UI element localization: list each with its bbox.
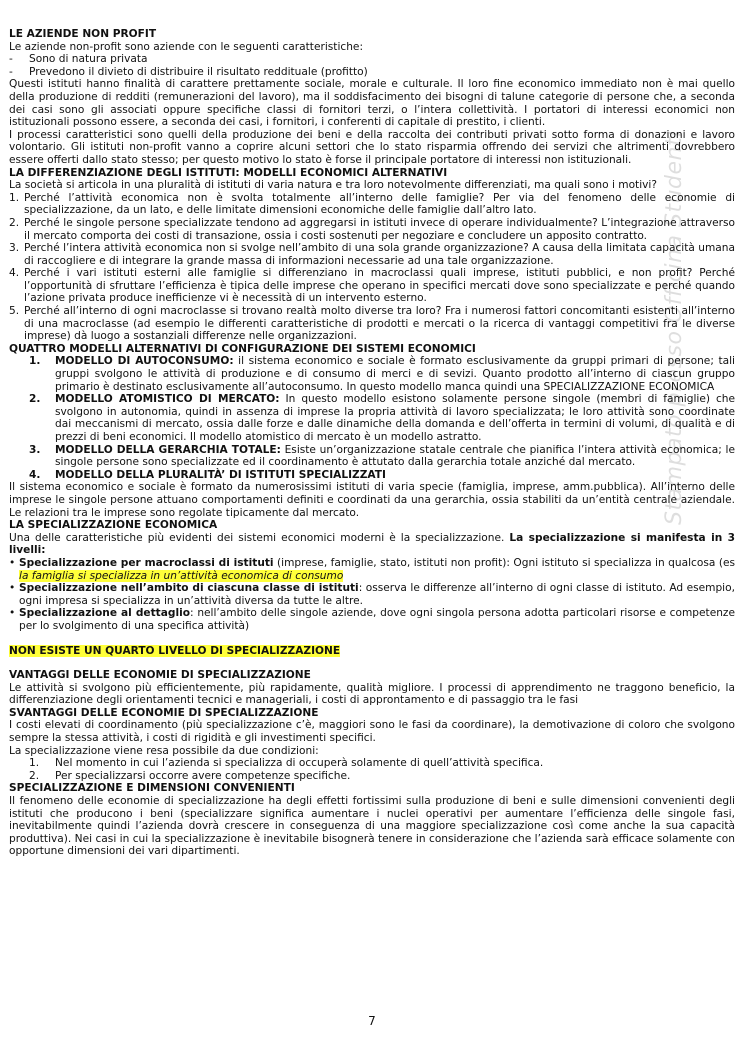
paragraph: I processi caratteristici sono quelli della produzione dei beni e della raccolta dei contributi privati sotto forma di donazioni e lavoro volontario. Gli istituti non-profit vanno a coprire alcuni settori che lo stato risparmia offrendo dei servizi che altrimenti dovrebbero essere offerti dallo stato stesso; per questo motivo lo stato è forse il principale portatore di interessi non istituzionali. — [9, 128, 735, 166]
list-item: 4. Perché i vari istituti esterni alle famiglie si differenziano in macroclassi quali imprese, istituti pubblici, e non profit? Perché l’opportunità di sfruttare l’efficienza è tipica delle imprese che operano in specifici mercati dove sono specializzate e perché quando l’azione privata produce inefficienze vi è necessità di un intervento esterno. — [9, 267, 735, 305]
list-item: - Prevedono il divieto di distribuire il risultato reddituale (profitto) — [9, 65, 368, 78]
list-item: 1. MODELLO DI AUTOCONSUMO: il sistema economico e sociale è formato esclusivamente da gruppi primari di persone; tali gruppi svolgono le attività di produzione e di consumo di merci e di sevizi. Quanto prodotto all’interno di ciascun gruppo primario è destinato esclusivamente all’autoconsumo. In questo modello manca quindi una SPECIALIZZAZIONE ECONOMICA — [29, 355, 735, 393]
paragraph: Il fenomeno delle economie di specializzazione ha degli effetti fortissimi sulla produzione di beni e sulle dimensioni convenienti degli istituti che producono i beni (specializzare significa aumentare i nuclei operativi per aumentare l’efficienza delle singole fasi, inevitabilmente quindi l’azienda dovrà crescere in conseguenza di una maggiore specializzazione così come anche la sua capacità produttiva). Nei casi in cui la specializzazione è inevitabile bisognerà tenere in considerazione che l’azienda sarà efficace solamente con opportune dimensioni dei vari dipartimenti. — [9, 795, 735, 858]
paragraph: La specializzazione viene resa possibile da due condizioni: — [9, 744, 319, 757]
list-item: 1. Perché l’attività economica non è svolta totalmente all’interno delle famiglie? Per via del fenomeno delle economie di specializzazione, da un lato, e delle limitate dimensioni economiche delle famiglie dall’altro lato. — [9, 191, 735, 217]
list-item: 4. MODELLO DELLA PLURALITÀ’ DI ISTITUTI SPECIALIZZATI — [29, 468, 386, 481]
highlighted-note: NON ESISTE UN QUARTO LIVELLO DI SPECIALIZZAZIONE — [9, 644, 341, 657]
highlighted-text: la famiglia si specializza in un’attività economica di consumo — [19, 569, 344, 582]
list-item: 5. Perché all’interno di ogni macroclasse si trovano realtà molto diverse tra loro? Fra i numerosi fattori concomitanti esistenti all’interno di una macroclasse (ad esempio le differenti caratteristiche di prodotti e mercati o la ricerca di vantaggi competitivi fra le diverse imprese) dà luogo a sostanziali differenze nelle organizzazioni. — [9, 305, 735, 343]
section-title-specializzazione-economica: LA SPECIALIZZAZIONE ECONOMICA — [9, 519, 218, 532]
section-title-dimensioni-convenienti: SPECIALIZZAZIONE E DIMENSIONI CONVENIENTI — [9, 782, 295, 795]
section-title-differenziazione: LA DIFFERENZIAZIONE DEGLI ISTITUTI: MODELLI ECONOMICI ALTERNATIVI — [9, 166, 448, 179]
paragraph: La società si articola in una pluralità di istituti di varia natura e tra loro notevolmente differenziati, ma quali sono i motivi? — [9, 179, 657, 192]
paragraph: Le attività si svolgono più efficientemente, più rapidamente, qualità migliore. I processi di apprendimento ne traggono beneficio, la differenziazione degli orientamenti tecnici e manageriali, i costi di approntamento e di passaggio tra le fasi — [9, 681, 735, 707]
list-item: 2. Per specializzarsi occorre avere competenze specifiche. — [29, 769, 351, 782]
list-item: 2. Perché le singole persone specializzate tendono ad aggregarsi in istituti invece di operare individualmente? L’integrazione attraverso il mercato comporta dei costi di transazione, ossia i costi sostenuti per negoziare e concludere un apposito contratto. — [9, 216, 735, 242]
bullet-item: • Specializzazione per macroclassi di istituti (imprese, famiglie, stato, istituti non profit): Ogni istituto si specializza in qualcosa (es la famiglia si specializza in un’attività economica di consumo — [9, 556, 735, 582]
paragraph: Le aziende non-profit sono aziende con le seguenti caratteristiche: — [9, 40, 364, 53]
paragraph: Questi istituti hanno finalità di carattere prettamente sociale, morale e culturale. Il loro fine economico immediato non è mai quello della produzione di redditi (remunerazioni del lavoro), ma il soddisfacimento dei bisogni di talune categorie di persone che, a seconda dei casi sono gli associati oppure specifiche classi di fornitori terzi, o l’intera collettività. I portatori di interessi economici non istituzionali possono essere, a seconda dei casi, i fornitori, i conferenti di capitale di prestito, i clienti. — [9, 78, 735, 129]
page-number: 7 — [368, 1014, 376, 1028]
paragraph: Il sistema economico e sociale è formato da numerosissimi istituti di varia specie (famiglia, imprese, amm.pubblica). All’interno delle imprese le singole persone attuano comportamenti definiti e coordinati da una gerarchia, ossia stabiliti da un’entità centrale aziendale. Le relazioni tra le imprese sono regolate tipicamente dal mercato. — [9, 481, 735, 519]
watermark: Stampato presso Officina Studenti — [662, 130, 687, 525]
section-title-quattro-modelli: QUATTRO MODELLI ALTERNATIVI DI CONFIGURAZIONE DEI SISTEMI ECONOMICI — [9, 342, 476, 355]
list-item: - Sono di natura privata — [9, 53, 148, 66]
section-title-vantaggi: VANTAGGI DELLE ECONOMIE DI SPECIALIZZAZIONE — [9, 669, 311, 682]
document-page — [9, 28, 735, 858]
paragraph: Una delle caratteristiche più evidenti dei sistemi economici moderni è la specializzazione. La specializzazione si manifesta in 3 livelli: — [9, 531, 735, 557]
bullet-item: • Specializzazione al dettaglio: nell’ambito delle singole aziende, dove ogni singola persona adotta particolari risorse e competenze per lo svolgimento di una specifica attività) — [9, 607, 736, 632]
list-item: 2. MODELLO ATOMISTICO DI MERCATO: In questo modello esistono solamente persone singole (membri di famiglie) che svolgono in autonomia, quindi in assenza di imprese la propria attività di lavoro specializzata; le loro attività sono coordinate dai meccanismi di mercato, ossia dalle forze e dalle dinamiche della domanda e dell’offerta in termini di volumi, di qualità e di prezzi di beni economici. Il modello atomistico di mercato è un modello astratto. — [29, 393, 736, 443]
list-item: 3. Perché l’intera attività economica non si svolge nell’ambito di una sola grande organizzazione? A causa della limitata capacità umana di raccogliere e di integrare la grande massa di informazioni necessarie ad una tale organizzazione. — [9, 242, 735, 267]
section-title-aziende-non-profit: LE AZIENDE NON PROFIT — [9, 28, 157, 40]
list-item: 1. Nel momento in cui l’azienda si specializza di occuperà solamente di quell’attività specifica. — [29, 757, 544, 770]
paragraph: I costi elevati di coordinamento (più specializzazione c’è, maggiori sono le fasi da coordinare), la demotivazione di coloro che svolgono sempre la stessa attività, i costi di rigidità e gli investimenti specifici. — [9, 719, 735, 745]
bullet-item: • Specializzazione nell’ambito di ciascuna classe di istituti: osserva le differenze all’interno di ogni classe di istituto. Ad esempio, ogni impresa si specializza in un’attività diversa da tutte le altre. — [9, 582, 735, 607]
section-title-svantaggi: SVANTAGGI DELLE ECONOMIE DI SPECIALIZZAZIONE — [9, 706, 319, 719]
list-item: 3. MODELLO DELLA GERARCHIA TOTALE: Esiste un’organizzazione statale centrale che pianifica l’intera attività economica; le singole persone sono specializzate ed il coordinamento è attutato dalla gerarchia totale anziché dal mercato. — [29, 443, 735, 469]
